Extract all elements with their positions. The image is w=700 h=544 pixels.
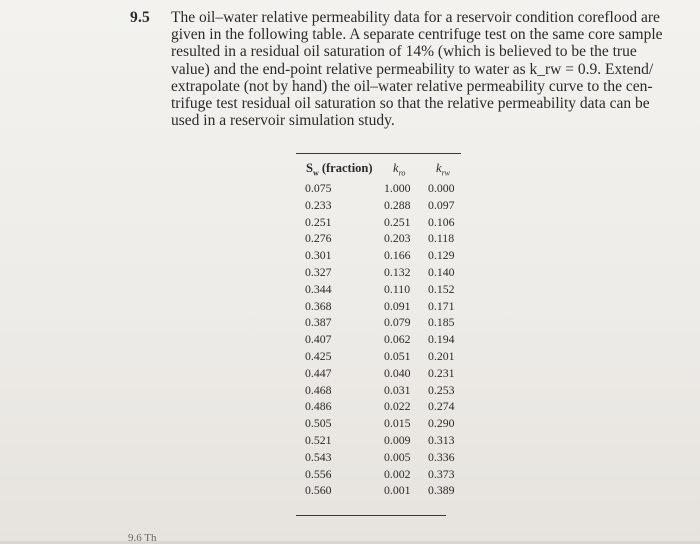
cell-krw: 0.118 [428, 231, 455, 246]
cell-sw: 0.233 [305, 197, 332, 212]
problem-line: The oil–water relative permeability data for a reservoir condition coreflood are [171, 9, 660, 26]
header-sw-subscript: w [312, 168, 319, 178]
table-row [296, 399, 461, 416]
cell-kro: 0.040 [384, 365, 411, 380]
cell-sw: 0.276 [305, 231, 332, 246]
table-row [296, 349, 461, 366]
cell-krw: 0.290 [428, 416, 455, 431]
table-row [296, 383, 461, 400]
problem-line: used in a reservoir simulation study. [171, 112, 395, 130]
header-krw-symbol: k [436, 161, 442, 175]
cell-sw: 0.560 [305, 483, 332, 498]
table-row [296, 416, 461, 433]
table-row [296, 332, 461, 349]
cell-kro: 0.022 [384, 399, 411, 414]
header-sw-symbol: S [306, 161, 313, 175]
cell-krw: 0.129 [428, 248, 455, 263]
cell-krw: 0.097 [428, 197, 455, 212]
cell-kro: 0.110 [384, 281, 411, 296]
cell-kro: 0.002 [384, 466, 411, 481]
cell-sw: 0.556 [305, 466, 332, 481]
cell-kro: 0.015 [384, 416, 411, 431]
table-row [296, 215, 461, 232]
table-top-rule [296, 153, 461, 154]
header-krw [436, 161, 450, 178]
cell-kro: 0.051 [384, 348, 411, 363]
header-kro [393, 161, 405, 178]
cell-krw: 0.373 [428, 466, 455, 481]
cell-krw: 0.140 [428, 264, 455, 279]
cell-krw: 0.185 [428, 315, 455, 330]
problem-line: resulted in a residual oil saturation of 14% (which is believed to be the true [171, 43, 637, 61]
cell-sw: 0.075 [305, 181, 332, 195]
header-sw [306, 161, 373, 178]
cell-kro: 0.009 [384, 432, 411, 447]
cell-sw: 0.543 [305, 449, 332, 464]
header-kro-symbol: k [393, 161, 399, 175]
cell-kro: 0.203 [384, 231, 411, 246]
cell-krw: 0.152 [428, 281, 455, 296]
header-sw-unit: (fraction) [318, 161, 373, 175]
cell-sw: 0.327 [305, 264, 332, 279]
cell-sw: 0.407 [305, 332, 332, 347]
header-kro-subscript: ro [398, 168, 406, 178]
table-row [296, 483, 461, 500]
cell-krw: 0.253 [428, 382, 455, 397]
cell-kro: 0.001 [384, 483, 411, 498]
table-row [296, 366, 461, 383]
header-krw-subscript: rw [441, 168, 451, 178]
cell-krw: 0.313 [428, 432, 455, 447]
problem-line: extrapolate (not by hand) the oil–water relative permeability curve to the cen- [171, 77, 653, 95]
cell-kro: 0.005 [384, 449, 411, 464]
cell-krw: 0.274 [428, 399, 455, 414]
cell-sw: 0.468 [305, 382, 332, 397]
cell-krw: 0.231 [428, 365, 455, 380]
cell-sw: 0.344 [305, 281, 332, 296]
problem-line: given in the following table. A separate centrifuge test on the same core sample [171, 26, 663, 44]
cell-sw: 0.447 [305, 365, 332, 380]
cell-krw: 0.201 [428, 348, 455, 363]
table-row [296, 198, 461, 215]
problem-line: value) and the end-point relative permeability to water as k_rw = 0.9. Extend/ [171, 60, 654, 78]
cell-sw: 0.301 [305, 248, 332, 263]
cell-sw: 0.251 [305, 214, 332, 229]
table-row [296, 450, 461, 467]
table-body [296, 181, 461, 500]
cell-kro: 0.062 [384, 332, 411, 347]
cell-sw: 0.425 [305, 348, 332, 363]
table-row [296, 231, 461, 248]
cell-sw: 0.521 [305, 432, 332, 447]
cell-kro: 0.079 [384, 315, 411, 330]
cell-kro: 0.091 [384, 298, 411, 313]
table-row [296, 299, 461, 316]
cell-kro: 0.251 [384, 214, 411, 229]
cell-kro: 1.000 [384, 181, 411, 195]
cell-kro: 0.166 [384, 248, 411, 263]
cell-krw: 0.171 [428, 298, 455, 313]
cell-kro: 0.031 [384, 382, 411, 397]
table-row [296, 265, 461, 282]
cell-sw: 0.368 [305, 298, 332, 313]
cell-krw: 0.106 [428, 214, 455, 229]
next-problem-fragment: 9.6 Th [128, 532, 157, 544]
cell-kro: 0.132 [384, 264, 411, 279]
problem-statement [171, 9, 663, 130]
cell-krw: 0.336 [428, 449, 455, 464]
cell-krw: 0.389 [428, 483, 455, 498]
problem-number: 9.5 [130, 9, 150, 26]
cell-sw: 0.387 [305, 315, 332, 330]
cell-sw: 0.486 [305, 399, 332, 414]
cell-krw: 0.194 [428, 332, 455, 347]
problem-line: trifuge test residual oil saturation so that the relative permeability data can be [171, 95, 650, 113]
table-row [296, 282, 461, 299]
cell-sw: 0.505 [305, 416, 332, 431]
table-row [296, 248, 461, 265]
table-row [296, 181, 461, 198]
table-row [296, 467, 461, 484]
cell-krw: 0.000 [428, 181, 455, 195]
table-bottom-rule [296, 515, 446, 516]
table-row [296, 433, 461, 450]
table-row [296, 315, 461, 332]
cell-kro: 0.288 [384, 197, 411, 212]
